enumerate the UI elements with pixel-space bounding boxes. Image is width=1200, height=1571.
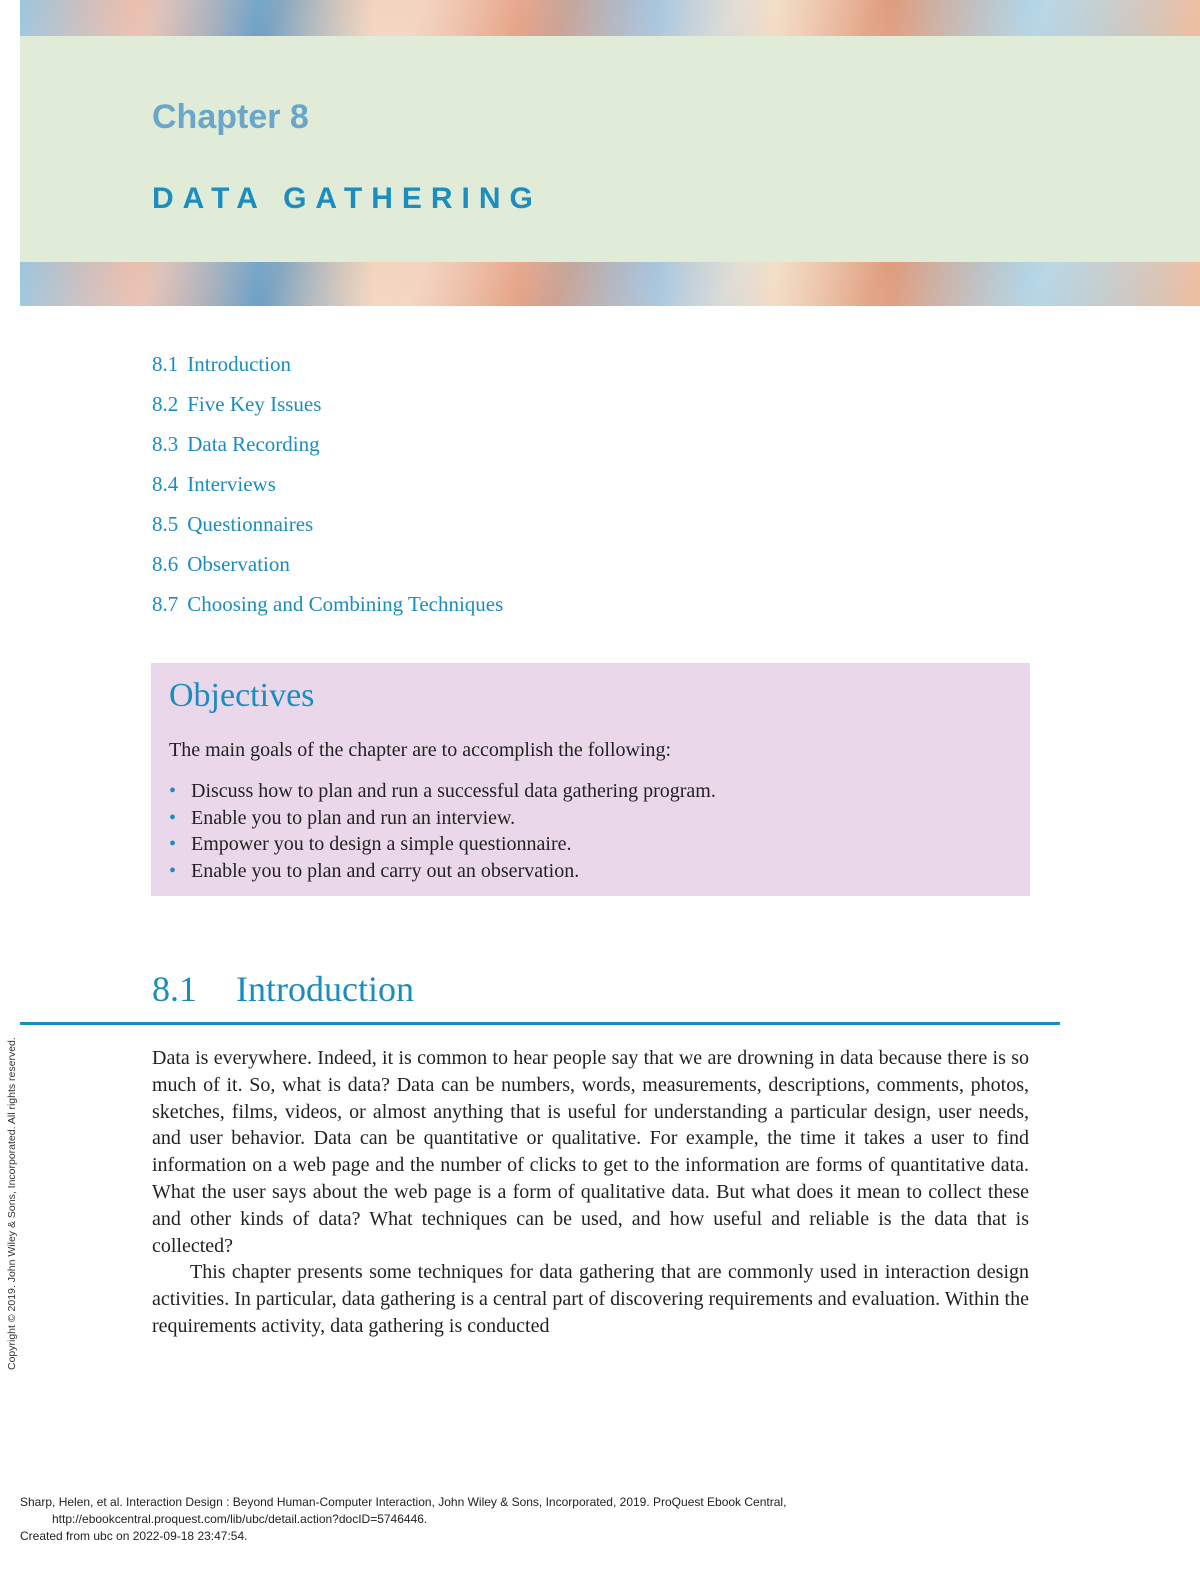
- toc-item[interactable]: [152, 470, 503, 510]
- objectives-intro: The main goals of the chapter are to accomplish the following:: [169, 739, 672, 761]
- toc-item[interactable]: [152, 350, 503, 390]
- objective-item: [169, 858, 716, 885]
- chapter-header-panel: [20, 36, 1200, 262]
- toc-item-title: Data Recording: [187, 432, 320, 456]
- footer-url[interactable]: http://ebookcentral.proquest.com/lib/ubc/detail.action?docID=5746446.: [52, 1512, 428, 1526]
- toc-item[interactable]: [152, 550, 503, 590]
- bullet-icon: •: [169, 833, 177, 855]
- citation-footer: [20, 1494, 1180, 1545]
- toc-item-number: 8.6: [152, 552, 179, 576]
- chapter-title: DATA GATHERING: [152, 182, 542, 215]
- toc-item-number: 8.7: [152, 592, 179, 616]
- decorative-banner-top: [20, 0, 1200, 36]
- objectives-title: Objectives: [169, 677, 315, 714]
- decorative-banner-bottom: [20, 262, 1200, 306]
- toc-item-title: Observation: [187, 552, 290, 576]
- bullet-icon: •: [169, 780, 177, 802]
- toc-item-title: Introduction: [187, 352, 292, 376]
- toc-item-title: Five Key Issues: [187, 392, 322, 416]
- section-number: 8.1: [152, 969, 197, 1009]
- bullet-icon: •: [169, 859, 177, 882]
- body-paragraph: This chapter presents some techniques for data gathering that are commonly used in interaction design activities. In particular, data gathering is a central part of discovering requirements and evaluation. Within the requirements activity, data gathering is conducted: [152, 1261, 1029, 1337]
- section-body: [152, 1045, 1029, 1340]
- toc-item-number: 8.3: [152, 432, 179, 456]
- toc-item[interactable]: [152, 390, 503, 430]
- bullet-icon: •: [169, 806, 177, 829]
- toc-item-number: 8.4: [152, 472, 179, 496]
- objective-text: Empower you to design a simple questionnaire.: [191, 833, 572, 855]
- body-paragraph: Data is everywhere. Indeed, it is common to hear people say that we are drowning in data because there is so much of it. So, what is data? Data can be numbers, words, measurements, descriptions, comments, photos, sketches, films, videos, or almost anything that is useful for understanding a particular design, user needs, and user behavior. Data can be quantitative or qualitative. For example, the time it takes a user to find information on a web page and the number of clicks to get to the information are forms of quantitative data. What the user says about the web page is a form of qualitative data. But what does it mean to collect these and other kinds of data? What techniques can be used, and how useful and reliable is the data that is collected?: [152, 1047, 1029, 1257]
- toc-item[interactable]: [152, 590, 503, 630]
- objective-item: [169, 831, 716, 858]
- objective-text: Enable you to plan and run an interview.: [191, 806, 516, 829]
- chapter-contents: [152, 350, 503, 630]
- objective-item: [169, 805, 716, 832]
- footer-citation: Sharp, Helen, et al. Interaction Design : Beyond Human-Computer Interaction, John Wiley & Sons, Incorporated, 2019. ProQuest Ebook Central,: [20, 1495, 787, 1509]
- toc-item[interactable]: [152, 430, 503, 470]
- section-title: Introduction: [236, 969, 414, 1009]
- toc-item-title: Choosing and Combining Techniques: [187, 592, 504, 616]
- toc-item-title: Interviews: [187, 472, 276, 496]
- section-divider: [20, 1022, 1060, 1025]
- toc-item[interactable]: [152, 510, 503, 550]
- toc-item-number: 8.2: [152, 392, 179, 416]
- objective-text: Discuss how to plan and run a successful data gathering program.: [191, 780, 716, 802]
- objectives-box: [151, 663, 1030, 896]
- toc-item-number: 8.5: [152, 512, 179, 536]
- toc-item-number: 8.1: [152, 352, 179, 376]
- objective-text: Enable you to plan and carry out an observation.: [191, 859, 580, 882]
- objectives-list: [169, 778, 716, 884]
- objective-item: [169, 778, 716, 805]
- chapter-label: Chapter 8: [152, 98, 309, 136]
- toc-item-title: Questionnaires: [187, 512, 314, 536]
- section-heading: [152, 970, 414, 1010]
- side-copyright-notice: Copyright © 2019. John Wiley & Sons, Incorporated. All rights reserved.: [6, 1037, 18, 1370]
- footer-created: Created from ubc on 2022-09-18 23:47:54.: [20, 1529, 248, 1543]
